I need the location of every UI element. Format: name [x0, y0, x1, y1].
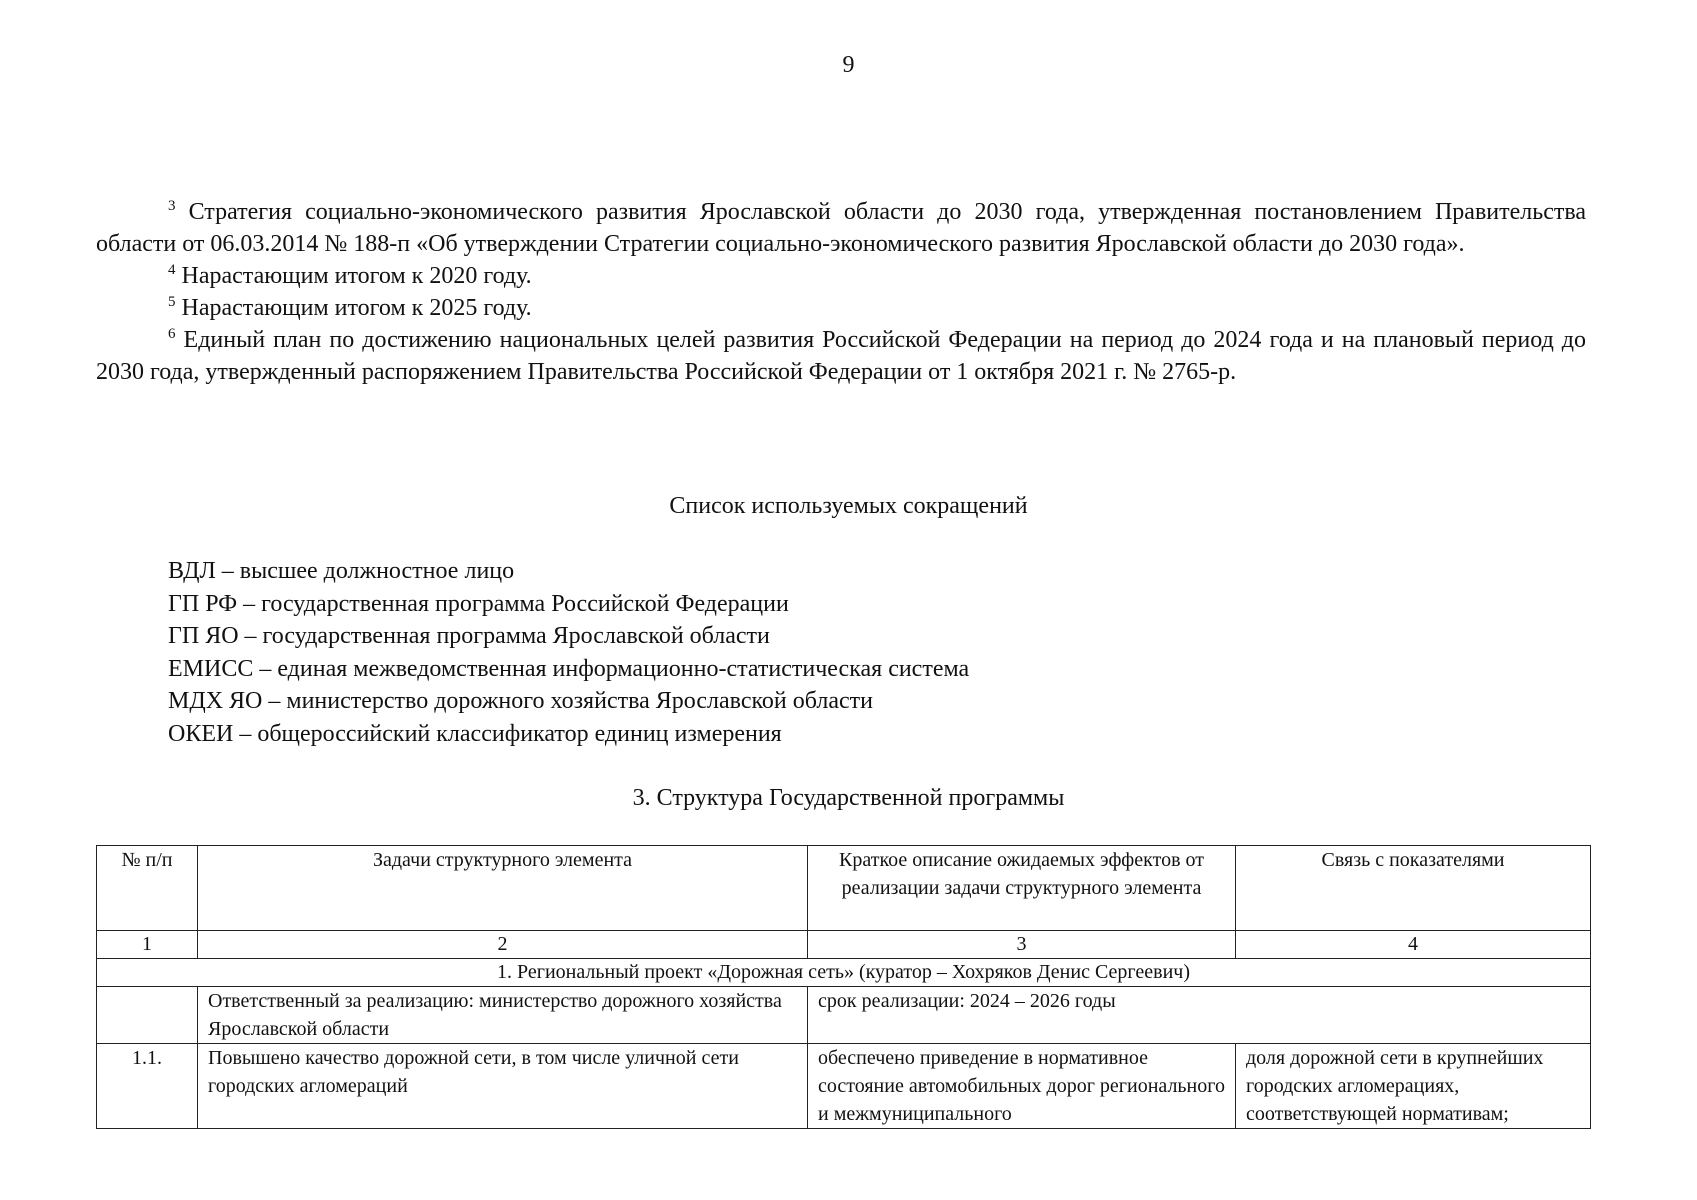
abbreviation-item: ВДЛ – высшее должностное лицо	[168, 558, 515, 584]
footnotes	[96, 196, 1586, 388]
term-cell: срок реализации: 2024 – 2026 годы	[808, 987, 1591, 1044]
footnote-marker: 5	[168, 294, 176, 310]
footnote-3	[96, 196, 1586, 260]
footnote-5	[96, 292, 1586, 324]
table-header-row	[97, 846, 1591, 931]
abbreviation-item: МДХ ЯО – министерство дорожного хозяйства Ярославской области	[168, 688, 873, 714]
footnote-marker: 4	[168, 262, 176, 278]
footnote-marker: 6	[168, 326, 176, 342]
task-cell: Повышено качество дорожной сети, в том числе уличной сети городских агломераций	[198, 1044, 808, 1129]
header-num: № п/п	[97, 846, 198, 931]
abbreviation-item: ГП ЯО – государственная программа Ярославской области	[168, 623, 770, 649]
footnote-6	[96, 324, 1586, 388]
footnote-text: Единый план по достижению национальных целей развития Российской Федерации на период до 2024 года и на плановый период до 2030 года, утвержденный распоряжением Правительства Российской Федерации от 1 октября 2021 г. № 2765-р.	[96, 327, 1587, 385]
header-tasks: Задачи структурного элемента	[198, 846, 808, 931]
column-number-row	[97, 931, 1591, 959]
task-number: 1.1.	[97, 1044, 198, 1129]
abbreviation-item: ЕМИСС – единая межведомственная информационно-статистическая система	[168, 655, 970, 682]
abbreviation-item: ГП РФ – государственная программа Российской Федерации	[168, 590, 789, 617]
responsible-row	[97, 987, 1591, 1044]
column-number: 2	[198, 931, 808, 959]
footnote-marker: 3	[168, 198, 176, 214]
indicator-cell: доля дорожной сети в крупнейших городских агломерациях, соответствующей нормативам;	[1236, 1044, 1591, 1129]
responsible-cell: Ответственный за реализацию: министерство дорожного хозяйства Ярославской области	[198, 987, 808, 1044]
abbreviations-list	[168, 555, 969, 750]
table-row	[97, 1044, 1591, 1129]
footnote-4	[96, 260, 1586, 292]
column-number: 3	[808, 931, 1236, 959]
column-number: 1	[97, 931, 198, 959]
structure-table	[96, 845, 1591, 1129]
column-number: 4	[1236, 931, 1591, 959]
header-effects: Краткое описание ожидаемых эффектов от реализации задачи структурного элемента	[808, 846, 1236, 931]
page-number: 9	[842, 52, 855, 78]
section-title: 3. Структура Государственной программы	[632, 785, 1065, 811]
footnote-text: Стратегия социально-экономического развития Ярославской области до 2030 года, утвержденная постановлением Правительства области от 06.03.2014 № 188-п «Об утверждении Стратегии социально-экономического развития Ярославской области до 2030 года».	[96, 199, 1587, 257]
project-title: 1. Региональный проект «Дорожная сеть» (куратор – Хохряков Денис Сергеевич)	[97, 959, 1591, 987]
project-row	[97, 959, 1591, 987]
effect-cell: обеспечено приведение в нормативное состояние автомобильных дорог регионального и межмуниципального	[808, 1044, 1236, 1129]
empty-cell	[97, 987, 198, 1044]
abbreviations-title: Список используемых сокращений	[669, 493, 1028, 519]
header-indicators: Связь с показателями	[1236, 846, 1591, 931]
abbreviation-item: ОКЕИ – общероссийский классификатор единиц измерения	[168, 720, 782, 747]
footnote-text: Нарастающим итогом к 2020 году.	[181, 263, 532, 289]
footnote-text: Нарастающим итогом к 2025 году.	[181, 295, 532, 321]
